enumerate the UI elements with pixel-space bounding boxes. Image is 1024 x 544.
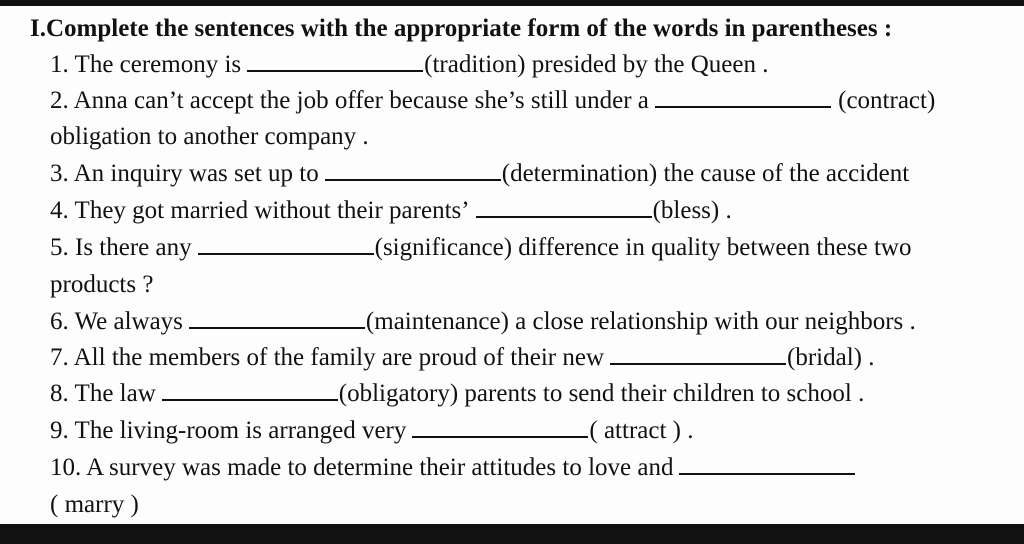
answer-blank-6[interactable] [189, 307, 365, 329]
answer-blank-8[interactable] [162, 379, 338, 401]
sentence-5: 5. Is there any (significance) difference in quality between these two [50, 234, 912, 261]
sentence-9: 9. The living-room is arranged very ( attract ) . [50, 417, 694, 444]
answer-blank-10[interactable] [679, 453, 855, 475]
exercise-title: I.Complete the sentences with the appropriate form of the words in parentheses : [30, 15, 893, 42]
answer-blank-4[interactable] [476, 196, 652, 218]
sentence-2-continuation: obligation to another company . [50, 123, 369, 150]
sentence-10: 10. A survey was made to determine their attitudes to love and [50, 453, 856, 483]
answer-blank-2[interactable] [655, 86, 831, 108]
sentence-10-continuation: ( marry ) [50, 491, 139, 518]
sentence-6: 6. We always (maintenance) a close relationship with our neighbors . [50, 308, 916, 335]
answer-blank-9[interactable] [412, 416, 588, 438]
sentence-2: 2. Anna can’t accept the job offer because she’s still under a (contract) [50, 87, 936, 114]
sentence-7: 7. All the members of the family are proud of their new (bridal) . [50, 344, 875, 371]
sentence-3: 3. An inquiry was set up to (determination) the cause of the accident [50, 160, 910, 187]
answer-blank-3[interactable] [325, 159, 501, 181]
bottom-border [0, 524, 1024, 544]
sentence-5-continuation: products ? [50, 271, 154, 298]
answer-blank-1[interactable] [247, 50, 423, 72]
sentence-8: 8. The law (obligatory) parents to send their children to school . [50, 380, 865, 407]
worksheet [0, 6, 1024, 524]
answer-blank-5[interactable] [198, 233, 374, 255]
answer-blank-7[interactable] [610, 343, 786, 365]
sentence-4: 4. They got married without their parents’ (bless) . [50, 197, 732, 224]
sentence-1: 1. The ceremony is (tradition) presided by the Queen . [50, 51, 769, 78]
